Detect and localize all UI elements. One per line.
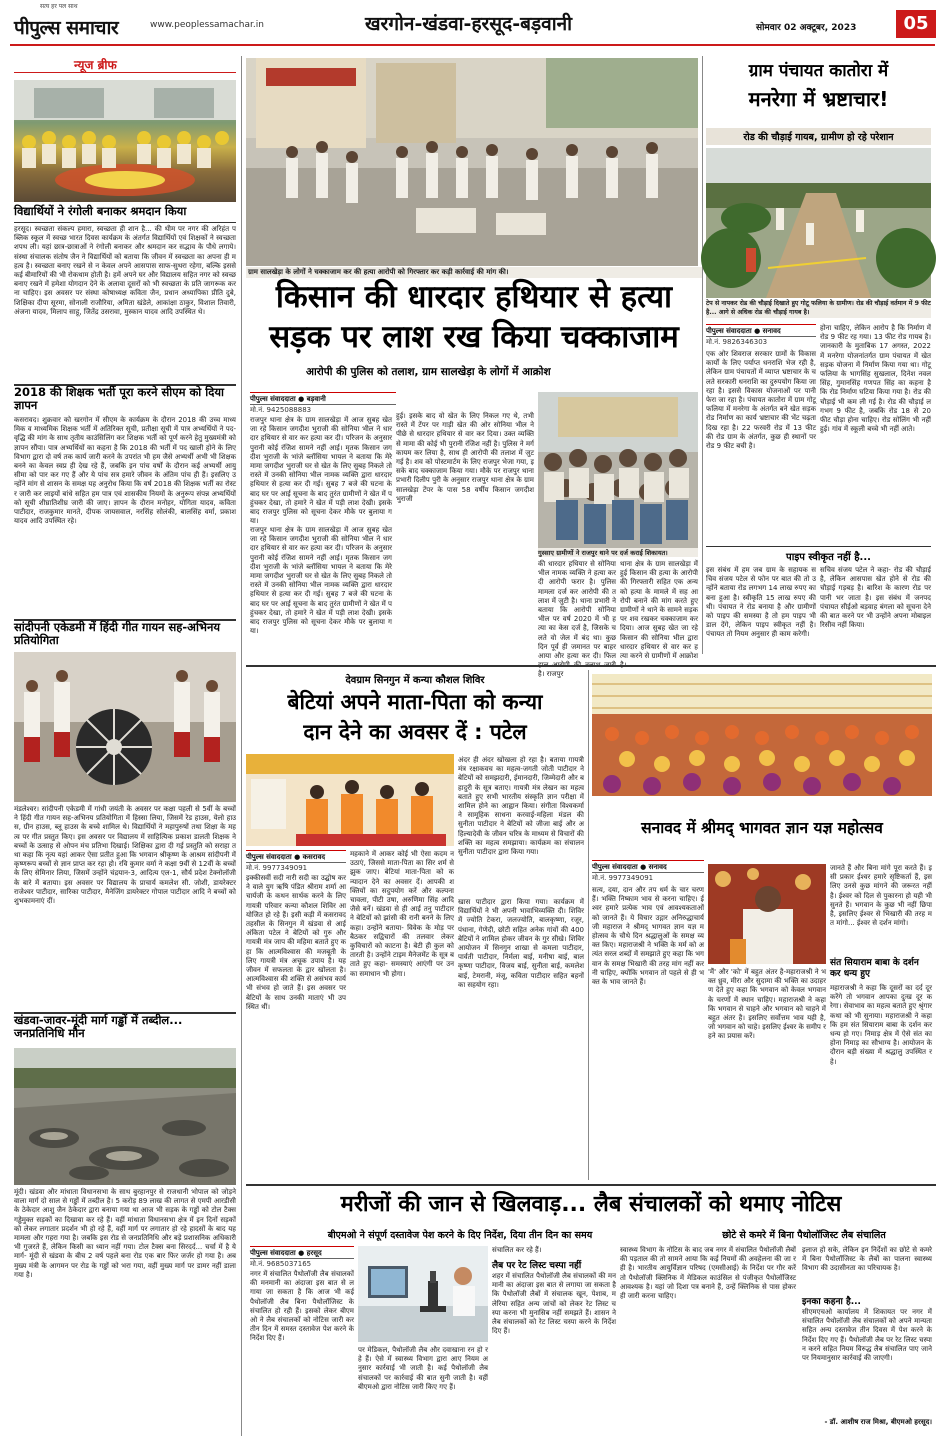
- kanya-col3: अंदर ही अंदर खोखला हो रहा है। बताया गायत्री मंत्र रक्षाकवच का महत्व-जगती जोती पाटीदार ने बेटियों को समझदारी, ईमानदारी, जिम्मेदारी और बहादुरी के सूत्र बताए। गायत्री मंत्र लेखन का महत्व बताते हुए सभी भारतीय संस्कृति ज्ञान परीक्षा में शामिल होने का आह्वान किया। संगीता विश्वकर्मा ने सामूहिक साधना करवाई-महिला मंडल की सुनीता पाटीदार ने बेटियों को जीजा बाई और अहिल्यादेवी के जीवन चरित्र के माध्यम से विचारों की शक्ति का महत्व समझाया। कार्यक्रम का संचालन सुनीता पाटीदार द्वारा किया गया।: [458, 756, 584, 857]
- left-column-divider: [241, 56, 242, 1436]
- kanya-headline-line2: दान देने का अवसर दें : पटेल: [303, 720, 527, 744]
- main-body-col1: राजपुर थाना क्षेत्र के ग्राम सालखेड़ा में आज सुबह खेत जा रहे किसान जगदीश भुराजी की सोनिया भील ने धारदार हथियार से वार कर हत्या कर दी। परिजन के अनुसार पुरानी कोई रंजिश सामने नहीं आई। मृतक किसान जगदीश भुराजी के भांजे ब्लॉसिया भायल ने बताया कि मेरे मामा जगदीश भुराजी घर से खेत के लिए सुबह निकले तो रास्ते में उनकी सोनिया भील नामक व्यक्ति द्वारा धारदार हथियार से हत्या कर दी गई। सुबह 7 बजे की घटना के बाद घर पर आई सूचना के बाद तुरंत ग्रामीणों ने खेत में पहुंचकर देखा, तो हमारे ने खेत में पड़ी लाश देखी। इसके बाद राजपुर पुलिस को सूचना देकर मौके पर बुलाया गया।: [250, 416, 392, 526]
- lab-microscope-photo: [358, 1246, 488, 1342]
- kanya-bhagwat-divider: [588, 670, 589, 1180]
- story2-headline: 2018 की शिक्षक भर्ती पूरा करने सीएम को दिया ज्ञापन: [14, 385, 225, 413]
- lab-microscope-photo-art: [358, 1246, 488, 1342]
- manrega-col2: होना चाहिए, लेकिन आरोप है कि निर्माण में रोड 9 फीट रह गया। 13 फीट रोड गायब है। जानकारी के मुताबिक 17 अगस्त, 2022 में मनरेगा योजनांतर्गत ग्राम पंचायत में खेत सड़क योजना में निर्माण किया गया था। गोटू फलिया के भागसिंह सुखलाल, दिनेश नवल सिंह, गुमानसिंह गणपत सिंह का कहना है कि रोड निर्माण घटिया किया गया है। रोड की चौड़ाई भी कम ली गई है। रोड की चौड़ाई लगभग 9 फीट है, जबकि रोड 18 से 20 फीट चौड़ा होना चाहिए। रोड सोलिंग भी नहीं हुई। गांव में स्कूली बच्चे भी नहीं आते।: [820, 324, 931, 434]
- bhagwat-crowd-photo-art: [592, 674, 932, 796]
- road-measure-photo: [706, 148, 931, 298]
- pipe-rule: [706, 546, 931, 547]
- kanya-kicker: देवग्राम सिनगुन में कन्या कौशल शिविर: [345, 675, 485, 686]
- kanya-col4: खास पाटीदार द्वारा किया गया। कार्यक्रम में विद्यार्थियों ने भी अपनी भावाभिव्यक्ति दी। शिविर में ज्योति टेकरा, जलज्योति, बालकृष्णा, रजूर, पंधाना, गेणेदी, छोटी सहित अनेक गांवों की 400 बेटियों ने शामिल होकर जीवन के गुर सीखे। शिविर आयोजन में सिनगुन शाखा से कमला पाटीदार, पार्वती पाटीदार, निर्मला बाई, मनीषा बाई, बालकृष्णा पाटीदार, विजय बाई, सुनीता बाई, कमलेश बाई, टेमरानी, मंजू, कविता पाटीदार सहित बहनों का सहयोग रहा।: [458, 898, 584, 989]
- story3-body: मंडलेश्वर। सांदीपनी एकेडमी में गांधी जयंती के अवसर पर कक्षा पहली से 5वीं के बच्चों ने हिंदी गीत गायन सह-अभिनय प्रतियोगिता में हिस्सा लिया, जिसमें रेड हाउस, येलो हाउस, ग्रीन हाउस, ब्लू हाउस के बच्चे शामिल थे। विद्यार्थियों ने महापुरुषों तथा शिक्षा के महत्व पर गीत प्रस्तुत किए। इस अवसर पर विद्यालय में साहित्यिक प्रकाश डालती शिक्षक ने बच्चों के उत्साह से ओपन मंच प्रतिभा दिखाई। शिक्षिका द्वारा दी गई प्रस्तुति को सराहा तथा कहा कि नृत्य यहां आकर ऐसा प्रतीत हुआ कि भगवान श्रीकृष्ण के आश्रम सांदीपनी में कृष्णरूप बच्चों से ज्ञान प्राप्त कर रहा हो। रवि कुमार वर्मा ने कक्षा 9वीं से 12वीं के बच्चों के लिए सेमिनार लिया, जिसमें उन्होंने चंद्रयान-3, आदित्य एल-1, सौर्य प्रदेश टेक्नोलॉजी के बारे में बताया। इस अवसर पर विद्यालय के प्राचार्य कमलेश सी. जोशी, डायरेक्टर राजेश्वर पाटीदार, सारिका पाटीदार, मैनेजिंग डायरेक्टर गोपाल पाटीदार आदि ने बच्चों को शुभकामनाएं दीं।: [14, 805, 236, 906]
- bhagwat-col3: जानते हैं और बिना मांगे पूरा करते हैं। इसी प्रकार ईश्वर हमारे सृष्टिकर्ता हैं, इसलिए उनसे कुछ मांगने की जरूरत नहीं है। ईश्वर को दिल से पुकारना हो यही भी सुनते हैं। भगवान के कुछ भी नहीं छिपा है, इसलिए ईश्वर से भिखारी की तरह मत मांगो... ईश्वर से दर्शन मांगो।: [830, 864, 932, 928]
- lab-col5-subheadline: इनका कहना है...: [802, 1297, 861, 1307]
- publication-logo: [14, 3, 134, 39]
- kanya-byline: पीपुल्स संवाददाता ● कसरावद मो.नं. 9977349091: [246, 850, 346, 873]
- kanya-photo-art: [246, 754, 454, 846]
- byline-mobile: मो.नं. 9425088883: [250, 404, 396, 415]
- main-story: [246, 56, 698, 679]
- logo-text: पीपुल्स समाचार: [14, 17, 119, 39]
- bhagwat-col1: सत्य, दया, दान और तप धर्म के चार चरण हैं। भक्ति निष्काम भाव से करना चाहिए। ईश्वर हमारे प्रत्येक भाव एवं आवश्यकताओं को जानते हैं। ये विचार उद्गार अनिरुद्धाचार्यजी महाराज ने श्रीमद् भागवत ज्ञान यज्ञ महोत्सव के चौथे दिन श्रद्धालुओं के समक्ष व्यक्त किए। महाराजश्री ने भक्ति के मर्म को अत्यंत सरल शब्दों में समझाते हुए कहा कि भगवान के समक्ष भिखारी की तरह मांग नहीं करनी चाहिए, क्योंकि भगवान तो पहले से ही भक्त के भाव जानते हैं।: [592, 886, 704, 987]
- lab-col3-tail: संचालित कर रहे हैं।: [492, 1246, 542, 1254]
- page-number: 05: [896, 10, 936, 38]
- road-potholes-photo: [14, 1048, 236, 1185]
- main-body-col1b: हुई। इसके बाद वो खेत के लिए निकल गए थे, तभी रास्ते में टेंपर पर गाड़ी खेत की ओर सोनिया भील ने पीछे से धारदार हथियार से वार कर दिया। उक्त व्यक्ति से मामा की कोई भी पुरानी रंजिश नहीं है। पुलिस ने मर्ग कायम कर लिया है, साथ ही आरोपी की तलाश में जुट गई है। शव को पोस्टमार्टम के लिए राजपुर भेजा गया, इसके बाद चक्काजाम किया गया। मौके पर राजपुर थाना प्रभारी दिलीप पुरी के अनुसार राजपुर थाना क्षेत्र के ग्राम सालखेड़ा टेंपर के पास 58 वर्षीय किसान जगदीश भुराजी: [396, 412, 534, 503]
- main-body-col4: थाना क्षेत्र के ग्राम सालखेड़ा में हुई किसान की हत्या के आरोपी की गिरफ्तारी सहित एक अन्य को हत्या के मामले में सह आरोपी बनाने की मांग करते हुए ग्रामीणों ने थाने के सामने सड़क पर शव रखकर चक्काजाम कर दिया। आज सुबह खेत जा रहे किसान की सोनिया भील द्वारा धारदार हथियार से वार कर हत्या करने से ग्रामीणों में आक्रोश: [620, 560, 698, 661]
- manrega-headline-line2: मनरेगा में भ्रष्टाचार!: [748, 87, 889, 111]
- chakkajam-photo-caption: ग्राम सालखेड़ा के लोगों ने चक्काजाम कर की हत्या आरोपी को गिरफ्तार कर कड़ी कार्रवाई की मांग की।: [246, 267, 702, 278]
- bhagwat-col2: 'मैं' और 'को' में बहुत अंतर है-महाराजश्री ने भक्त ध्रुव, मीरा और सुदामा की भक्ति का उदाहरण देते हुए कहा कि भगवान को केवल भगवान के चरणों में स्थान चाहिए। महाराजश्री ने कहा कि भगवान से चाहने और भगवान को चाहने में बहुत अंतर है। इसलिए सर्वोत्तम भाव यही है, जो भगवान को चाहे। इसलिए ईश्वर के समीप रहने का प्रयास करें।: [708, 968, 826, 1041]
- left-column: [14, 52, 236, 1437]
- police-station-photo: [538, 392, 698, 548]
- main-headline-line1: किसान की धारदार हथियार से हत्या: [275, 279, 673, 315]
- kanya-story: [246, 668, 584, 1180]
- police-station-photo-caption: गुस्साए ग्रामीणों ने राजपुर थाने पर दर्ज कराई शिकायत।: [538, 548, 698, 557]
- kanya-byline-mobile: मो.नं. 9977349091: [246, 862, 346, 873]
- bhagwat-byline-place: सनावद: [648, 863, 667, 871]
- rangoli-photo: [14, 80, 236, 202]
- main-body-col3: की धारदार हथियार से सोनिया भील नामक व्यक्ति ने हत्या कर दी आरोपी फरार है। पुलिस मामला दर्ज कर आरोपी की तलाश में जुटी है। थाना प्रभारी ने बताया कि आरोपी सोनिया भील पर वर्ष 2020 में भी हत्या का केस दर्ज है, जिसके चलते वो जेल में बंद था। कुछ दिन पूर्व ही जमानत पर बाहर आया और हत्या कर दी। फिल है। राजपुर: [538, 560, 616, 679]
- manrega-byline-name: पीपुल्स संवाददाता: [706, 327, 752, 335]
- sandipani-photo-art: [14, 652, 236, 802]
- lab-byline: पीपुल्स संवाददाता ● हरसूद मो.नं. 9685037165: [250, 1246, 354, 1269]
- lab-subheadline-right: छोटे से कमरे में बिना पैथोलॉजिस्ट लैब संचालित: [722, 1230, 886, 1241]
- lab-col5-signature: - डॉ. आशीष राज मिश्रा, बीएमओ हरसूद।: [824, 1418, 932, 1426]
- lab-byline-place: हरसूद: [306, 1249, 322, 1257]
- news-brief-label: न्यूज ब्रीफ: [74, 58, 117, 72]
- bhagwat-speaker-photo: [708, 864, 826, 964]
- story1-body: हरसूद। स्वच्छता संकल्प हमारा, स्वच्छता ही शान है... की थीम पर नगर की अरिहंत पब्लिक स्कूल में स्वच्छ भारत दिवस कार्यक्रम के अंतर्गत विद्यार्थियों एवं शिक्षकों ने स्वच्छता शपथ ली। यहां छात्र-छात्राओं ने रंगोली बनाकर और श्रमदान कर सद्भाव के पौधे लगाये। संस्था संचालक संतोष जैन ने विद्यार्थियों को बताया कि जीवन में स्वच्छता का अपना ही महत्व है। स्वच्छता बनाए रखने से न केवल अपने आसपास साफ-सुथरा रहेगा, बल्कि इससे कई बीमारियों की भी रोकथाम होती है। हमें अपने घर और विद्यालय सहित नगर को स्वच्छ बनाए रखने में हमेशा योगदान देने के अलावा दूसरों को भी स्वच्छता के प्रति जागरूक करना चाहिए। इस अवसर पर संस्था कोषाध्यक्ष कविता जैन, प्रधान अध्यापिका प्रीति दुबे, शिक्षिका दीपा सूरमा, सोनाली राजौरिया, अमिता खंडेले, आकांक्षा ठाकुर, विशाल तिवारी, अंजना यादव, मिलाप साहू, जितेंद्र उसरावा, मुस्कान यादव आदि उपस्थित थे।: [14, 225, 236, 316]
- bhagwat-byline-mobile: मो.नं. 9977349091: [592, 872, 704, 883]
- lab-col5b: सीएमएचओ कार्यालय में शिकायत पर नगर में संचालित पैथोलॉजी लैब संचालकों को अपने मान्यता सहित अन्य दस्तावेज तीन दिवस में पेश करने के निर्देश दिए गए हैं। पैथोलॉजी लैब पर रेट लिस्ट चस्पा न करने सहित नियम विरुद्ध लैब संचालित पाए जाने पर नियमानुसार कार्रवाई की जाएगी।: [802, 1308, 932, 1363]
- manrega-col3: इस संबंध में हम जब ग्राम के सहायक सचिव संजय पटेल से फोन पर बात की तो उन्होंने बताया रोड लगभग 14 लाख रुपए का बना हुआ है। स्वीकृति 15 लाख रुपए की थी। पंचायत ने रोड बनाया है और ग्रामीणों को पाइप की समस्या है तो हम पाइप भी डाल देंगे, लेकिन पाइप स्वीकृत नहीं है। पंचायत तो नियम अनुसार ही काम करेगी।: [706, 566, 816, 639]
- main-byline: पीपुल्स संवाददाता ● बड़वानी मो.नं. 9425088883: [250, 392, 396, 415]
- manrega-col4: सचिव संजय पटेल ने कहा- रोड की चौड़ाई है, लेकिन आसपास खेत होने से रोड की चौड़ाई गड़बड़ है। बारिश के कारण रोड पर पानी भर जाता है। इस संबंध में जनपद पंचायत सीईओ बड़वाह बंगला को सूचना देने की बात करने पर भी उन्होंने अपना मोबाइल रिसीव नहीं किया।: [820, 566, 931, 630]
- police-station-photo-art: [538, 392, 698, 548]
- manrega-headline-line1: ग्राम पंचायत कातोरा में: [748, 61, 889, 81]
- lab-col4: स्वास्थ्य विभाग के नोटिस के बाद जब नगर में संचालित पैथोलॉजी लैबों की पड़ताल की तो सामने आया कि कई नियमों की अवहेलना की जा रही है। भारतीय आयुर्विज्ञान परिषद (एमसीआई) के निर्देश पर गौर करें तो पैथोलॉजी क्लिनिक में मेडिकल काउंसिल से पंजीकृत पैथोलॉजिस्ट आवश्यक है। यहां जो दिशा पत्र बनाने हैं, उन्हें क्लिनिक से पास होकर ही जारी करना चाहिए।: [620, 1246, 796, 1301]
- bhagwat-subheadline: संत सियाराम बाबा के दर्शन कर धन्य हुए: [830, 958, 919, 979]
- bhagwat-crowd-photo: [592, 674, 932, 796]
- label-rule: [14, 72, 236, 73]
- chakkajam-photo: [246, 58, 698, 266]
- bhagwat-speaker-photo-art: [708, 864, 826, 964]
- masthead-rule: [10, 44, 935, 46]
- kanya-byline-place: कसरावद: [302, 853, 326, 861]
- middle-horizontal-rule: [246, 665, 936, 667]
- sandipani-photo: [14, 652, 236, 802]
- main-headline-line2: सड़क पर लाश रख किया चक्काजाम: [269, 319, 679, 355]
- lab-col2: पर मेडिकल, पैथोलॉजी लैब और दवाखाना रन हो रहे हैं। ऐसे में स्वास्थ्य विभाग द्वारा आए नियम अनुसार कार्रवाई भी जाती है। कई पैथोलॉजी लैब संचालकों पर कार्रवाई की बात सुनी जाती है। वहीं बीएमओ द्वारा नोटिस जारी किए गए हैं।: [358, 1346, 488, 1391]
- logo-tagline: सत्य हर पल साथ: [40, 3, 78, 10]
- road-measure-photo-caption: टेप से नापकर रोड की चौड़ाई दिखाते हुए गोटू फलिया के ग्रामीण। रोड की चौड़ाई वर्तमान में 9 फीट है... आगे से अधिक रोड की चौड़ाई गायब है।: [706, 300, 931, 318]
- lab-story: [246, 1186, 936, 1438]
- masthead: [0, 0, 945, 52]
- road-measure-photo-art: [706, 148, 931, 298]
- manrega-story: [706, 56, 931, 656]
- section-banner: [355, 10, 755, 40]
- story3-headline: सांदीपनी एकेडमी में हिंदी गीत गायन सह-अभिनय प्रतियोगिता: [14, 620, 221, 648]
- manrega-byline: पीपुल्स संवाददाता ● सनावद मो.नं. 9826346303: [706, 324, 816, 347]
- road-potholes-photo-art: [14, 1048, 236, 1185]
- lab-col3-subheadline: लैब पर रेट लिस्ट चस्पा नहीं: [492, 1261, 582, 1271]
- lab-byline-name: पीपुल्स संवाददाता: [250, 1249, 296, 1257]
- byline-name: पीपुल्स संवाददाता: [250, 395, 296, 403]
- kanya-col2: महकाने में आकर कोई भी ऐसा कदम न उठाएं, जिससे माता-पिता का सिर शर्म से झुक जाए। बेटियां माता-पिता को कन्यादान देने का अवसर दें। आपकी शक्तियों का सदुपयोग करें और कल्पना चावला, पीटी उषा, अरुणिमा सिंह आदि जैसे बनें। खंडवा से ही आई तनु पाटीदार ने बेटियों को झांसी की रानी बनने के लिए कहा। उन्होंने बताया- विवेक के मोड़ पर बैठकर सद्विचारों की तलवार लेकर कुविचारों को काटना है। बेटी ही कुल को तारती है। उन्होंने टाइम मैनेजमेंट के सूत्र बताते हुए कहा- समस्याएं आएंगी पर उनका समाधान भी होगा।: [350, 850, 454, 978]
- story2-body: कसरावद। शुक्रवार को खरगोन में सीएम के कार्यक्रम के दौरान 2018 की उच्च माध्यमिक व माध्यमिक शिक्षक भर्ती में अतिरिक्त सूची, प्रतीक्षा सूची में पात्र अभ्यर्थियों ने पद-वृद्धि की मांग के साथ तृतीय काउंसिलिंग कर शिक्षक भर्ती को पूर्ण करने हेतु मुख्यमंत्री को ज्ञापन सौंपा। पात्र अभ्यर्थियों का कहना है कि 2018 की भर्ती में पद खाली होने के लिए विभाग द्वारा दो वर्ष तक कार्य जारी करने के उपरांत भी हम जैसे अभ्यर्थी अभी भी शिक्षक बनने का केवल स्वप्न ही देख रहे हैं, जबकि इन पांच वर्षों के दौरान कई अभ्यर्थी आयु सीमा को पार कर गए हैं और ये पांच सत्र हमारे जीवन के अंतिम पांच ही हैं। इसलिए उन्होंने मांग से शासन के समक्ष यह अनुरोध किया कि वर्ष 2018 की शिक्षक भर्ती का रोस्टर जारी कर लाइयों बांधे सहित हम पात्र एवं शासकीय नियमों के अनुरूप संपन्न अभ्यर्थियों को सूची शीघ्रातिशीघ्र जारी की जाए। ज्ञापन के दौरान मनोहर, योगिता यादव, कविता पाटीदार, राजकुमार मानते, दीपक जायसवाल, नरसिंह सोलंकी, बालसिंह वर्मा, प्रकाश यादव आदि उपस्थित रहे।: [14, 416, 236, 526]
- lab-subheadline-left: बीएमओ ने संपूर्ण दस्तावेज पेश करने के दिए निर्देश, दिया तीन दिन का समय: [327, 1230, 593, 1241]
- story4-body: मूंदी। खंडवा और मांधाता विधानसभा के साथ बुरहानपुर से राजधानी भोपाल को जोड़ने वाला मार्ग दो साल से गड्ढों में तब्दील है। 5 करोड़ 89 लाख की लागत से एमपी आरडीसी के ठेकेदार आशु जैन ठेकेदार द्वारा बनाया गया था आज भी सड़क के गड्ढों को टोल टैक्स गड्ढेमुक्त सड़कों का दिखावा कर रहे हैं। वहीं मांधाता विधानसभा क्षेत्र में इन दिनों सड़कों को लेकर लगातार प्रदर्शन भी हो रहे हैं, वहीं मार्ग पर लगातार हो रहे हादसों के बाद यह मामला और गहरा गया है। जबकि इस रोड से जनप्रतिनिधि और बड़े प्रशासनिक अधिकारी भी गुजरते हैं, लेकिन किसी का ध्यान नहीं गया। टोल टैक्स बना सिरदर्द... चर्चा में है ये मार्ग- मूंदी से खंडवा के बीच 2 वर्ष पहले बना रोड एक बार फिर जर्जर हो गया है। अब मुख्य मंत्री के आगमन पर रोड के गड्ढों को भरा गया, वहीं मुख्य मार्ग पर डामर नहीं डाला गया है।: [14, 1188, 236, 1279]
- story1-rule: [14, 222, 236, 223]
- lab-col5: इलाज हो सके, लेकिन इन निर्देशों का छोटे से कमरे में बिना पैथोलॉजिस्ट के लैबों का पालना स्वास्थ्य विभाग की उदासीनता का परिचायक है।: [802, 1246, 932, 1273]
- issue-date: सोमवार 02 अक्टूबर, 2023: [756, 23, 857, 33]
- manrega-col1: एक ओर शिवराज सरकार ग्रामों के विकास कार्यों के लिए पर्याप्त धनराशि भेज रही है, लेकिन ग्राम पंचायतों में व्याप्त भ्रष्टाचार के चलते सरकारी धनराशि का दुरुपयोग किया जा रहा है। इससे विकास योजनाओं पर पानी फेरा जा रहा है। पंचायत कातोरा में ग्राम गोटू फलिया में मनरेगा के अंतर्गत बने खेत सड़क रोड निर्माण का कार्य भ्रष्टाचार की भेंट चढ़ता दिख रहा है। 22 फरवरी रोड में 13 फीट की रोड ग्राम के अंतर्गत, कुछ ही स्थानों पर रोड 9 फीट बची है।: [706, 350, 816, 451]
- lab-col3: शहर में संचालित पैथोलॉजी लैब संचालकों की मनमानी का अंदाजा इस बात से लगाया जा सकता है कि पैथोलॉजी लैबों में संचालक खून, पेशाब, मलेरिया सहित अन्य जांचों को लेकर रेट लिस्ट चस्पा करना भी मुनासिब नहीं समझते हैं। शासन ने लैब संचालकों को रेट लिस्ट चस्पा करने के निर्देश दिए हैं।: [492, 1272, 616, 1336]
- bhagwat-byline-name: पीपुल्स संवाददाता: [592, 863, 638, 871]
- bhagwat-headline: सनावद में श्रीमद् भागवत ज्ञान यज्ञ महोत्सव: [641, 819, 883, 837]
- pipe-subheadline: पाइप स्वीकृत नहीं है...: [786, 552, 871, 563]
- rangoli-photo-art: [14, 80, 236, 202]
- bhagwat-story: [592, 668, 932, 1180]
- section-title: खरगोन-खंडवा-हरसूद-बड़वानी: [365, 13, 573, 35]
- main-body-col1c: राजपुर थाना क्षेत्र के ग्राम सालखेड़ा में आज सुबह खेत जा रहे किसान जगदीश भुराजी की सोनिया भील ने धारदार हथियार से वार कर हत्या कर दी। परिजन के अनुसार पुरानी कोई रंजिश सामने नहीं आई। मृतक किसान जगदीश भुराजी के भांजे ब्लॉसिया भायल ने बताया कि मेरे मामा जगदीश भुराजी घर से खेत के लिए सुबह निकले तो रास्ते में उनकी सोनिया भील नामक व्यक्ति द्वारा धारदार हथियार से हत्या कर दी गई। सुबह 7 बजे की घटना के बाद घर पर आई सूचना के बाद तुरंत ग्रामीणों ने खेत में पहुंचकर देखा, तो हमारे ने खेत में पड़ी लाश देखी। इसके बाद राजपुर पुलिस को सूचना देकर मौके पर बुलाया गया।: [250, 526, 392, 636]
- manrega-byline-place: सनावद: [762, 327, 781, 335]
- manrega-byline-mobile: मो.नं. 9826346303: [706, 336, 816, 347]
- story4-headline: खंडवा-जावर-मूंदी मार्ग गड्ढों में तब्दील... जनप्रतिनिधि मौन: [14, 1013, 183, 1041]
- lab-col1: नगर में संचालित पैथोलॉजी लैब संचालकों की मनमानी का अंदाजा इस बात से लगाया जा सकता है कि आज भी कई पैथोलॉजी लैब बिना पैथोलॉजिस्ट के संचालित हो रही हैं। इसको लेकर बीएमओ ने लैब संचालकों को नोटिस जारी कर तीन दिन में समस्त दस्तावेज पेश करने के निर्देश दिए हैं।: [250, 1270, 354, 1343]
- manrega-subheadline: रोड की चौड़ाई गायब, ग्रामीण हो रहे परेशान: [706, 128, 931, 145]
- bhagwat-byline: पीपुल्स संवाददाता ● सनावद मो.नं. 9977349091: [592, 860, 704, 883]
- website-url: www.peoplessamachar.in: [150, 20, 264, 30]
- main-subheadline: आरोपी की पुलिस को तलाश, ग्राम सालखेड़ा के लोगों में आक्रोश: [306, 366, 551, 378]
- chakkajam-photo-art: [246, 58, 698, 266]
- center-right-divider: [702, 56, 703, 654]
- kanya-photo: [246, 754, 454, 846]
- lab-byline-mobile: मो.नं. 9685037165: [250, 1258, 354, 1269]
- lab-headline: मरीजों की जान से खिलवाड़... लैब संचालकों को थमाए नोटिस: [340, 1192, 842, 1217]
- kanya-headline-line1: बेटियां अपने माता-पिता को कन्या: [287, 690, 543, 714]
- byline-place: बड़वानी: [306, 395, 326, 403]
- bhagwat-col3b: महाराजश्री ने कहा कि दूसरों का दर्द दूर करेंगे तो भगवान आपका दुःख दूर करेगा। सेवाभाव का महत्व बताते हुए श्रृंगार कथा को भी सुनाया। महाराजश्री ने कहा कि हम संत सियाराम बाबा के दर्शन कर धन्य हो गए। निमाड़ क्षेत्र में ऐसे संत का होना निमाड़ का सौभाग्य है। आयोजन के दौरान बड़ी संख्या में श्रद्धालु उपस्थित रहे।: [830, 984, 932, 1066]
- story1-headline: विद्यार्थियों ने रंगोली बनाकर श्रमदान किया: [14, 204, 187, 218]
- kanya-byline-name: पीपुल्स संवाददाता: [246, 853, 292, 861]
- kanya-col1: इक्कीसवीं सदी नारी सदी का उद्घोष करने वाले युग ऋषि पंडित श्रीराम शर्मा आचार्यजी के कथन सार्थक करने के लिए गायत्री परिवार कन्या कौशल शिविर आयोजित हो रहे हैं। इसी कड़ी में कसरावद तहसील के सिनगुन में खंडवा से आई अंकिता पटेल ने बेटियों को गुरु और गायत्री मंत्र जाप की महिमा बताते हुए कहा कि आत्मविश्वास की मजबूती के लिए गायत्री मंत्र अचूक उपाय है। यह जीवन में सफलता के द्वार खोलता है। आत्मविश्वास की शक्ति से असंभव कार्य भी संभव हो जाते हैं। इस अवसर पर बेटियों के साथ उनकी माताएं भी उपस्थित थीं।: [246, 874, 346, 1011]
